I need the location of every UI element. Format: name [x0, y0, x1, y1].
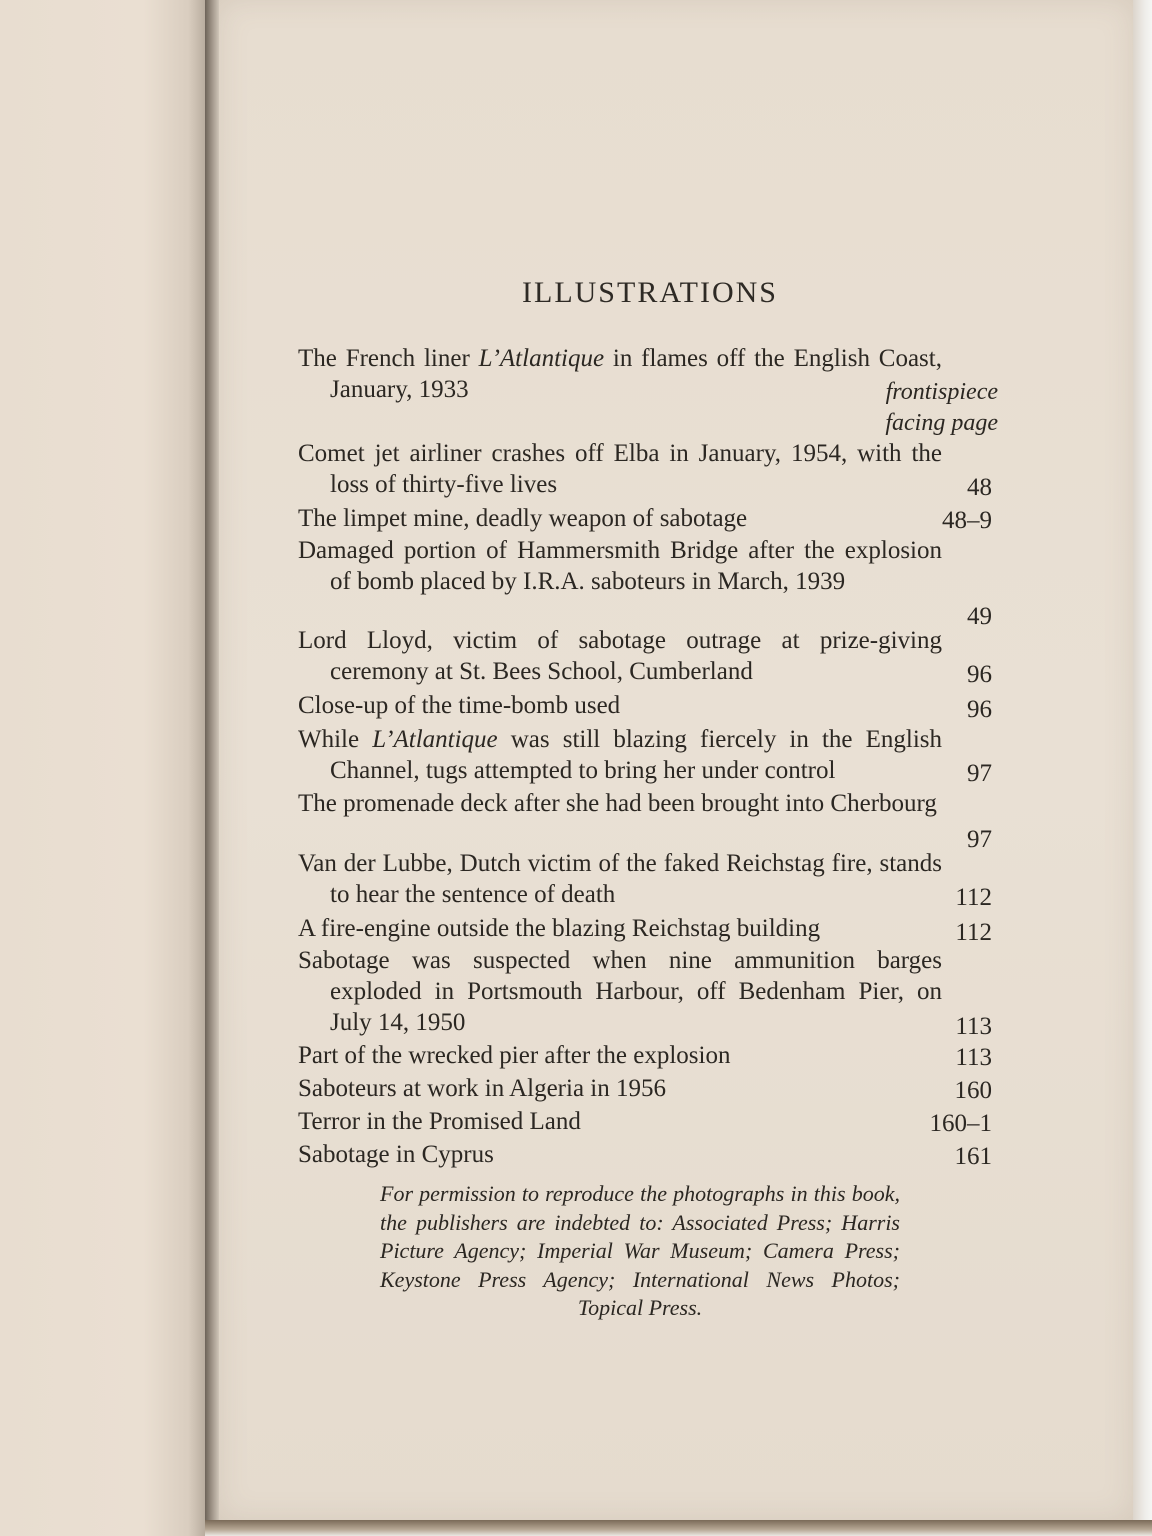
list-item: [298, 1073, 1000, 1104]
entry-text: Terror in the Promised Land: [298, 1108, 581, 1135]
entry-text: Van der Lubbe, Dutch victim of the faked Reichstag fire, stands to hear the sentence of death: [298, 850, 942, 908]
list-item: [298, 848, 1000, 910]
page-number: 113: [955, 1044, 992, 1071]
page-number: 160–1: [929, 1110, 992, 1137]
list-item: [298, 503, 1000, 534]
entry-text: While: [298, 726, 373, 753]
page-number: 96: [967, 696, 992, 723]
entry-text: Saboteurs at work in Algeria in 1956: [298, 1075, 666, 1102]
list-item: [298, 1139, 1000, 1170]
list-item: [298, 690, 1000, 721]
page-number: 161: [954, 1143, 992, 1170]
entry-text: The French liner: [298, 345, 479, 372]
page-number: frontispiece: [885, 379, 998, 405]
entry-text: The limpet mine, deadly weapon of sabotage: [298, 505, 748, 532]
page-number: 113: [955, 1013, 992, 1040]
facing-page-label: facing page: [885, 410, 998, 436]
page-number: 160: [954, 1077, 992, 1104]
list-item: [298, 625, 1000, 687]
entry-text: Close-up of the time-bomb used: [298, 692, 621, 719]
entry-text: Damaged portion of Hammersmith Bridge after the explosion of bomb placed by I.R.A. saboteurs in March, 1939: [298, 537, 942, 595]
entry-italic-text: L’Atlantique: [372, 726, 498, 753]
list-item: [298, 913, 1000, 944]
entry-text: Lord Lloyd, victim of sabotage outrage at prize-giving ceremony at St. Bees School, Cumberland: [298, 627, 942, 685]
entry-italic-text: L’Atlantique: [478, 345, 605, 372]
page-title: ILLUSTRATIONS: [522, 276, 778, 309]
entry-text: Part of the wrecked pier after the explosion: [298, 1042, 731, 1069]
list-item: [298, 788, 1000, 853]
entry-text: A fire-engine outside the blazing Reichstag building: [298, 915, 821, 942]
list-item: [298, 535, 1000, 628]
bottom-page-edge: [205, 1520, 1152, 1536]
page-number: 97: [967, 760, 992, 787]
list-item: [298, 1106, 1000, 1137]
photo-credits: For permission to reproduce the photographs in this book, the publishers are indebted to: Associated Press; Harris Picture Agency; Imperial War Museum; Camera Press; Keystone Press Agency; International News Photos; Topical Press.: [380, 1181, 900, 1320]
left-page: [0, 0, 205, 1536]
page-number: 97: [967, 826, 992, 853]
page-number: 48–9: [942, 507, 992, 534]
page-edge: [1133, 0, 1152, 1536]
page-number: 96: [967, 661, 992, 688]
list-item: [298, 1040, 1000, 1071]
list-item: [298, 724, 1000, 786]
entry-text: Comet jet airliner crashes off Elba in January, 1954, with the loss of thirty-five lives: [298, 440, 942, 498]
entry-text: The promenade deck after she had been brought into Cherbourg: [298, 790, 937, 817]
list-item: [298, 343, 1000, 405]
page-number: 49: [967, 603, 992, 630]
entry-text: Sabotage in Cyprus: [298, 1141, 494, 1168]
entry-text: in flames off the English Coast, January, 1933: [330, 345, 942, 403]
entry-text: Sabotage was suspected when nine ammunition barges exploded in Portsmouth Harbour, off Bedenham Pier, on July 14, 1950: [298, 947, 942, 1036]
book-gutter: [205, 0, 219, 1536]
page-number: 112: [955, 884, 992, 911]
list-item: [298, 438, 1000, 500]
page-number: 48: [967, 474, 992, 501]
page-number: 112: [955, 919, 992, 946]
entry-text: was still blazing fiercely in the English Channel, tugs attempted to bring her under control: [330, 726, 942, 784]
list-item: [298, 945, 1000, 1038]
